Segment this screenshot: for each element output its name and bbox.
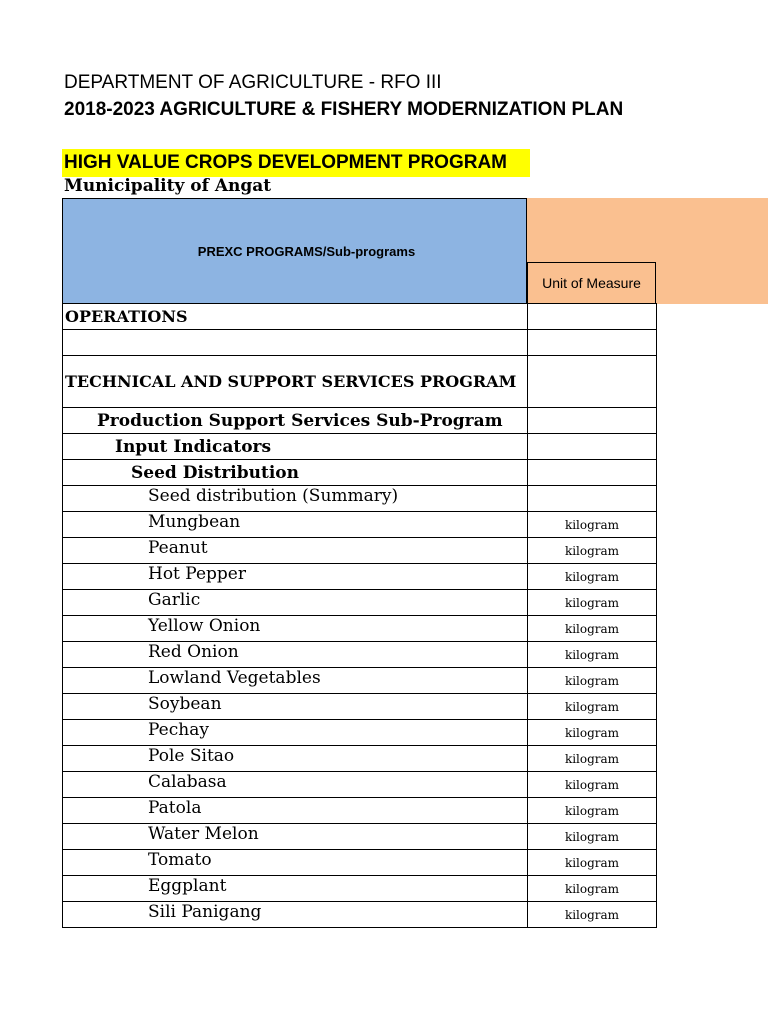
table-row	[63, 902, 657, 928]
program-label: Production Support Services Sub-Program	[97, 410, 503, 431]
program-cell	[63, 694, 528, 720]
unit-cell: kilogram	[528, 824, 657, 850]
unit-cell: kilogram	[528, 850, 657, 876]
program-cell	[63, 460, 528, 486]
table-row	[63, 694, 657, 720]
program-label: Pole Sitao	[148, 745, 235, 766]
table-row	[63, 512, 657, 538]
program-label: Lowland Vegetables	[148, 667, 321, 688]
table-row	[63, 642, 657, 668]
unit-cell: kilogram	[528, 564, 657, 590]
program-label: Patola	[148, 797, 202, 818]
table-row	[63, 356, 657, 408]
unit-column-header-label: Unit of Measure	[542, 275, 641, 291]
unit-cell	[528, 486, 657, 512]
program-cell	[63, 720, 528, 746]
program-cell	[63, 590, 528, 616]
program-label: Red Onion	[148, 641, 239, 662]
table-row	[63, 850, 657, 876]
table-row	[63, 564, 657, 590]
program-cell	[63, 902, 528, 928]
table-row	[63, 434, 657, 460]
municipality-label: Municipality of Angat	[64, 176, 272, 196]
plan-title: 2018-2023 AGRICULTURE & FISHERY MODERNIZATION PLAN	[64, 99, 624, 120]
program-cell	[63, 330, 528, 356]
unit-cell	[528, 330, 657, 356]
programs-column-header-label: PREXC PROGRAMS/Sub-programs	[197, 243, 416, 259]
program-cell	[63, 356, 528, 408]
unit-cell	[528, 356, 657, 408]
table-row	[63, 330, 657, 356]
program-cell	[63, 668, 528, 694]
unit-cell: kilogram	[528, 668, 657, 694]
program-cell	[63, 538, 528, 564]
table-row	[63, 590, 657, 616]
table-row	[63, 408, 657, 434]
table-row	[63, 486, 657, 512]
unit-cell: kilogram	[528, 512, 657, 538]
unit-cell	[528, 408, 657, 434]
program-cell	[63, 642, 528, 668]
table-row	[63, 746, 657, 772]
program-cell	[63, 772, 528, 798]
unit-cell: kilogram	[528, 798, 657, 824]
program-label: Soybean	[148, 693, 222, 714]
table-row	[63, 772, 657, 798]
unit-cell: kilogram	[528, 720, 657, 746]
unit-cell: kilogram	[528, 876, 657, 902]
program-label: Pechay	[148, 719, 209, 740]
program-cell	[63, 746, 528, 772]
program-label: Input Indicators	[115, 436, 272, 457]
table-row	[63, 876, 657, 902]
program-cell	[63, 434, 528, 460]
programs-column-header	[62, 198, 527, 304]
program-cell	[63, 512, 528, 538]
table-row	[63, 668, 657, 694]
program-label: Sili Panigang	[148, 901, 262, 922]
table-row	[63, 824, 657, 850]
program-label: Mungbean	[148, 511, 241, 532]
program-cell	[63, 824, 528, 850]
unit-cell: kilogram	[528, 642, 657, 668]
unit-cell: kilogram	[528, 538, 657, 564]
unit-cell	[528, 304, 657, 330]
program-label: Garlic	[148, 589, 201, 610]
program-title: HIGH VALUE CROPS DEVELOPMENT PROGRAM	[62, 149, 530, 177]
program-table-body	[63, 304, 657, 928]
table-row	[63, 538, 657, 564]
program-cell	[63, 408, 528, 434]
program-label: Seed Distribution	[131, 462, 300, 483]
table-row	[63, 616, 657, 642]
program-label: Yellow Onion	[148, 615, 261, 636]
program-label: Calabasa	[148, 771, 227, 792]
department-title: DEPARTMENT OF AGRICULTURE - RFO III	[64, 72, 442, 93]
unit-column-header	[527, 262, 656, 304]
unit-cell: kilogram	[528, 590, 657, 616]
program-cell	[63, 616, 528, 642]
table-row	[63, 460, 657, 486]
program-cell	[63, 798, 528, 824]
unit-cell: kilogram	[528, 616, 657, 642]
program-cell	[63, 564, 528, 590]
program-label: Tomato	[148, 849, 212, 870]
program-cell	[63, 850, 528, 876]
program-table	[62, 303, 657, 928]
program-label: Water Melon	[148, 823, 259, 844]
unit-cell: kilogram	[528, 694, 657, 720]
unit-cell	[528, 460, 657, 486]
table-row	[63, 798, 657, 824]
unit-cell: kilogram	[528, 746, 657, 772]
table-row	[63, 720, 657, 746]
program-cell	[63, 304, 528, 330]
program-label: OPERATIONS	[65, 307, 188, 326]
program-label: Eggplant	[148, 875, 227, 896]
unit-cell: kilogram	[528, 902, 657, 928]
table-row	[63, 304, 657, 330]
program-label: TECHNICAL AND SUPPORT SERVICES PROGRAM	[65, 372, 517, 391]
program-cell	[63, 486, 528, 512]
program-label: Peanut	[148, 537, 208, 558]
program-cell	[63, 876, 528, 902]
unit-cell: kilogram	[528, 772, 657, 798]
unit-cell	[528, 434, 657, 460]
program-label: Seed distribution (Summary)	[148, 485, 399, 506]
program-label: Hot Pepper	[148, 563, 246, 584]
